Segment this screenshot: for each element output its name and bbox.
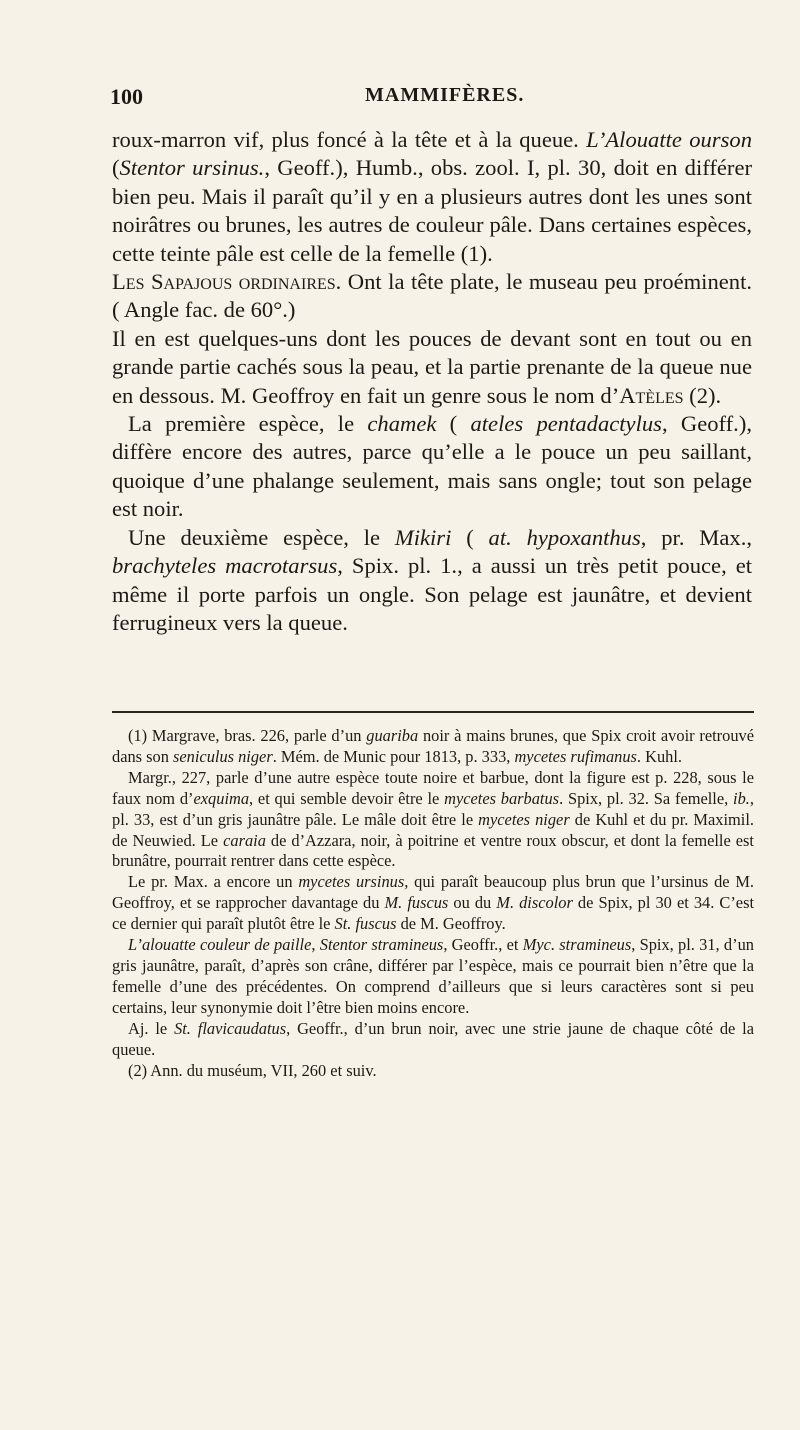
footnote-1-stramineus: L’alouatte couleur de paille, Stentor stramineus, Geoffr., et Myc. stramineus, Spix, pl. 31, d’un gris jaunâtre, paraît, d’après son crâne, différer par l’espèce, mais ce pourrait bien n’être que la femelle d’une des précédentes. On comprend d’ailleurs que si leurs caractères sont si peu certains, leur synonymie doit l’être bien moins encore. xyxy=(112,935,754,1017)
main-text xyxy=(112,126,752,637)
page-number: 100 xyxy=(110,84,143,109)
paragraph-continuation: roux-marron vif, plus foncé à la tête et à la queue. L’Alouatte ourson (Stentor ursinus., Geoff.), Humb., obs. zool. I, pl. 30, doit en différer bien peu. Mais il paraît qu’il y en a plusieurs autres dont les unes sont noirâtres ou brunes, les autres de couleur pâle. Dans certaines espèces, cette teinte pâle est celle de la femelle (1). xyxy=(112,127,753,266)
footnotes xyxy=(112,726,754,1081)
footnote-1-max: Le pr. Max. a encore un mycetes ursinus, qui paraît beaucoup plus brun que l’ursinus de M. Geoffroy, et se rapprocher davantage du M. fuscus ou du M. discolor de Spix, pl 30 et 34. C’est ce dernier qui paraît plutôt être le St. fuscus de M. Geoffroy. xyxy=(112,872,755,934)
paragraph-ateles: Il en est quelques-uns dont les pouces de devant sont en tout ou en grande partie cachés sous la peau, et la partie prenante de la queue nue en dessous. M. Geoffroy en fait un genre sous le nom d’Atèles (2). xyxy=(112,325,752,408)
footnote-2: (2) Ann. du muséum, VII, 260 et suiv. xyxy=(128,1060,377,1080)
paragraph-sapajous: Les Sapajous ordinaires. Ont la tête plate, le museau peu proéminent. ( Angle fac. de 60°.) xyxy=(112,269,752,323)
footnote-1-margrave: Margr., 227, parle d’une autre espèce toute noire et barbue, dont la figure est p. 228, sous le faux nom d’exquima, et qui semble devoir être le mycetes barbatus. Spix, pl. 32. Sa femelle, ib., pl. 33, est d’un gris jaunâtre pâle. Le mâle doit être le mycetes niger de Kuhl et du pr. Maximil. de Neuwied. Le caraia de d’Azzara, noir, à poitrine et ventre roux obscur, et dont la femelle est brunâtre, pourrait rentrer dans cette espèce. xyxy=(112,767,754,871)
footnote-1-flavicaudatus: Aj. le St. flavicaudatus, Geoffr., d’un brun noir, avec une strie jaune de chaque côté de la queue. xyxy=(112,1018,755,1059)
paragraph-mikiri: Une deuxième espèce, le Mikiri ( at. hypoxanthus, pr. Max., brachyteles macrotarsus, Spix. pl. 1., a aussi un très petit pouce, et même il porte parfois un ongle. Son pelage est jaunâtre, et devient ferrugineux vers la queue. xyxy=(112,524,752,635)
paragraph-chamek: La première espèce, le chamek ( ateles pentadactylus, Geoff.), diffère encore des autres, parce qu’elle a le pouce un peu saillant, quoique d’une phalange seulement, mais sans ongle; tout son pelage est noir. xyxy=(112,411,752,522)
footnote-divider xyxy=(112,711,754,713)
running-title: MAMMIFÈRES. xyxy=(365,84,525,106)
footnote-1: (1) Margrave, bras. 226, parle d’un guariba noir à mains brunes, que Spix croit avoir retrouvé dans son seniculus niger. Mém. de Munic pour 1813, p. 333, mycetes rufimanus. Kuhl. xyxy=(112,726,754,766)
page-header xyxy=(110,84,750,118)
